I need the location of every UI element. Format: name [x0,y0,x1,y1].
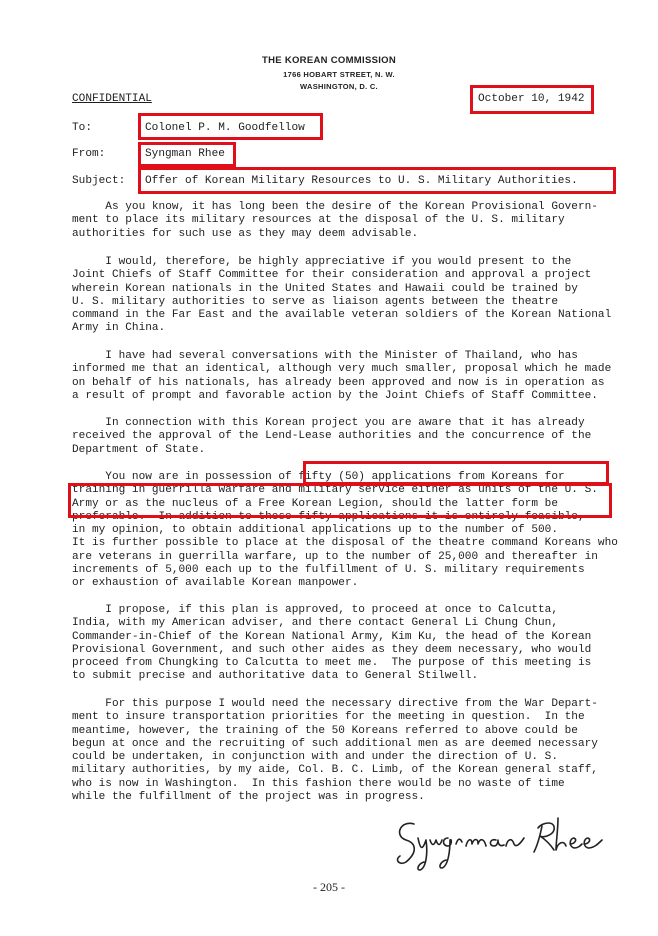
paragraph-line: ment to place its military resources at the disposal of the U. S. military [72,214,565,227]
paragraph-line: informed me that an identical, although very much smaller, proposal which he made [72,363,612,376]
letterhead-street: 1766 HOBART STREET, N. W. [283,70,395,79]
paragraph-line: or exhaustion of available Korean manpower. [72,577,359,590]
paragraph-line: on behalf of his nationals, has already been approved and now is in operation as [72,376,605,389]
paragraph-line: It is further possible to place at the disposal of the theatre command Koreans who [72,537,618,550]
paragraph-line: increments of 5,000 each up to the fulfillment of U. S. military requirements [72,564,585,577]
paragraph-line: wherein Korean nationals in the United States and Hawaii could be trained by [72,282,578,295]
paragraph-line: In connection with this Korean project you are aware that it has already [72,417,585,429]
paragraph-line: while the fulfillment of the project was in progress. [72,791,425,804]
from-label: From: [72,148,106,160]
classification-label: CONFIDENTIAL [72,93,152,105]
letterhead-city: WASHINGTON, D. C. [300,82,378,91]
paragraph-line: Provisional Government, and such other aides as they deem necessary, who would [72,643,592,656]
paragraph-line: I have had several conversations with the Minister of Thailand, who has [72,350,578,362]
paragraph-line: Army in China. [72,322,166,335]
paragraph-line: India, with my American adviser, and there contact General Li Chung Chun, [72,617,558,630]
paragraph-line: training in guerrilla warfare and military service either as units of the U. S. [72,484,598,497]
paragraph-line: authorities for such use as they may deem advisable. [72,227,419,240]
from-value: Syngman Rhee [145,148,225,160]
paragraph-line: meantime, however, the training of the 50 Koreans referred to above could be [72,724,578,737]
paragraph-line: U. S. military authorities to serve as liaison agents between the theatre [72,295,558,308]
paragraph-line: who is now in Washington. In this fashion there would be no waste of time [72,777,565,790]
paragraph-line: Joint Chiefs of Staff Committee for their consideration and approval a project [72,269,592,282]
paragraph-line: could be undertaken, in conjunction with and under the direction of U. S. [72,751,558,764]
handwritten-signature [392,810,612,876]
paragraph-line: Department of State. [72,443,206,456]
paragraph-line: For this purpose I would need the necessary directive from the War Depart- [72,698,598,710]
paragraph-5 [72,471,632,591]
paragraph-line: ment to insure transportation priorities for the meeting in question. In the [72,711,585,724]
paragraph-line: begun at once and the recruiting of such additional men as are deemed necessary [72,737,598,750]
paragraph-line: to submit precise and authoritative data to General Stilwell. [72,670,479,683]
paragraph-line: As you know, it has long been the desire of the Korean Provisional Govern- [72,201,598,213]
to-label: To: [72,122,92,134]
subject-label: Subject: [72,175,126,187]
paragraph-2 [72,256,632,336]
paragraph-line: command in the Far East and the available veteran soldiers of the Korean National [72,309,612,322]
paragraph-line: Army or as the nucleus of a Free Korean Legion, should the latter form be [72,497,558,510]
page-number: - 205 - [313,880,345,894]
paragraph-line: a result of prompt and favorable action by the Joint Chiefs of Staff Committee. [72,389,598,402]
paragraph-line: Commander-in-Chief of the Korean National Army, Kim Ku, the head of the Korean [72,630,592,643]
subject-value: Offer of Korean Military Resources to U. S. Military Authorities. [145,175,578,187]
letter-date: October 10, 1942 [478,93,585,105]
paragraph-line: proceed from Chungking to Calcutta to meet me. The purpose of this meeting is [72,657,592,670]
letterhead-organization: THE KOREAN COMMISSION [261,55,397,66]
paragraph-line: preferable. In addition to these fifty applications it is entirely feasible, [72,510,585,523]
paragraph-line: are veterans in guerrilla warfare, up to the number of 25,000 and thereafter in [72,550,598,563]
paragraph-6 [72,604,632,684]
paragraph-line: You now are in possession of fifty (50) applications from Koreans for [72,471,565,483]
paragraph-line: received the approval of the Lend-Lease authorities and the concurrence of the [72,430,592,443]
paragraph-1 [72,201,632,241]
paragraph-3 [72,350,632,403]
paragraph-7 [72,698,632,804]
paragraph-line: I propose, if this plan is approved, to proceed at once to Calcutta, [72,604,558,616]
paragraph-line: I would, therefore, be highly appreciative if you would present to the [72,256,572,268]
paragraph-line: military authorities, by my aide, Col. B. C. Limb, of the Korean general staff, [72,764,598,777]
paragraph-4 [72,417,632,457]
to-value: Colonel P. M. Goodfellow [145,122,305,134]
paragraph-line: in my opinion, to obtain additional applications up to the number of 500. [72,524,558,537]
